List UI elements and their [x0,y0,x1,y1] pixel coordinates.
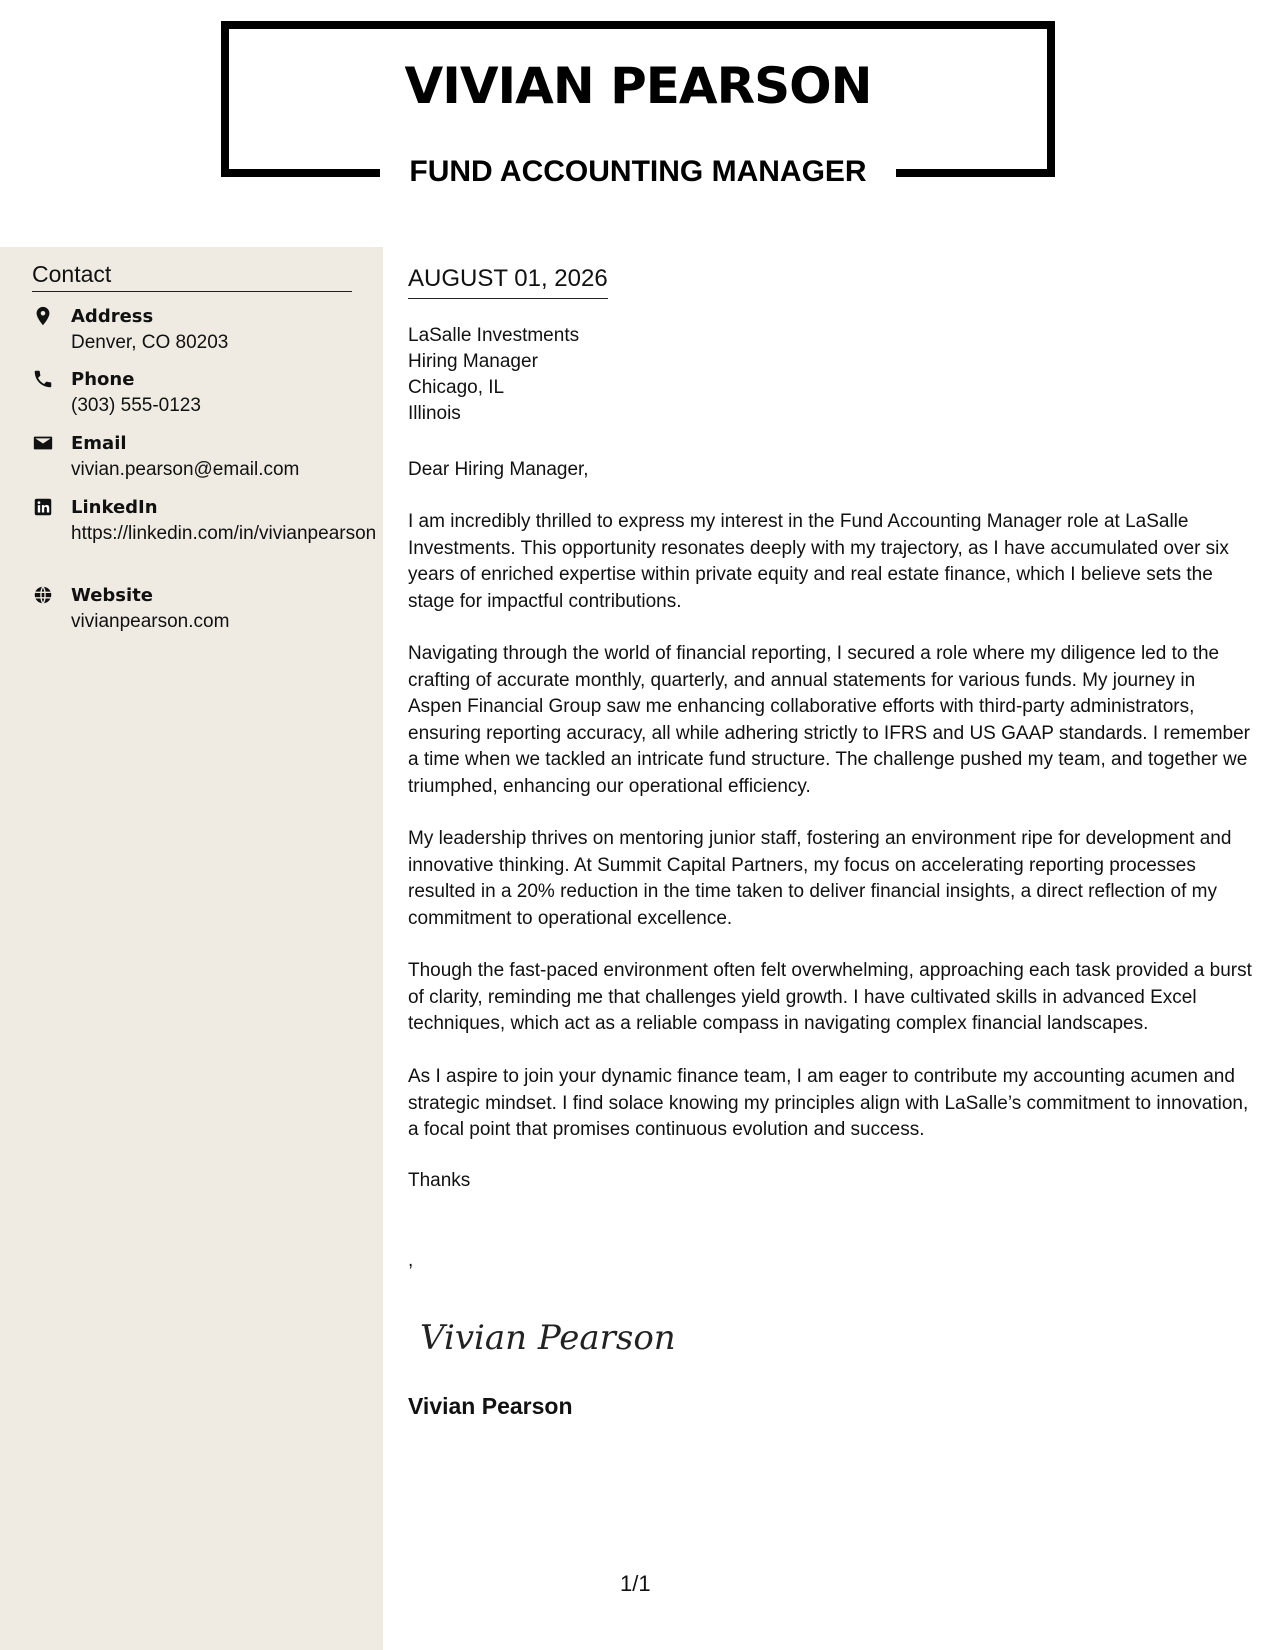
address-value: Denver, CO 80203 [71,332,229,353]
job-title: FUND ACCOUNTING MANAGER [409,155,867,188]
signer-name: Vivian Pearson [408,1393,573,1419]
letter-date: AUGUST 01, 2026 [408,266,608,299]
linkedin-value[interactable]: https://linkedin.com/in/vivianpearson [71,523,377,544]
website-label: Website [71,585,154,606]
contact-heading: Contact [32,262,352,292]
body-paragraph: I am incredibly thrilled to express my interest in the Fund Accounting Manager role at LaSalle Investments. This opportunity resonates deeply with my trajectory, as I have accumulated over six years of enriched expertise within private equity and real estate finance, which I believe sets the stage for impactful contributions. [408,511,1229,612]
phone-icon [32,368,54,390]
body-paragraph: As I aspire to join your dynamic finance team, I am eager to contribute my accounting acumen and strategic mindset. I find solace knowing my principles align with LaSalle’s commitment to innovation, a focal point that promises continuous evolution and success. [408,1066,1249,1140]
closing-comma: , [408,1250,414,1271]
phone-label: Phone [71,369,135,390]
header-frame [221,21,1055,188]
phone-value: (303) 555-0123 [71,395,201,416]
applicant-name: VIVIAN PEARSON [404,57,872,115]
body-paragraph: My leadership thrives on mentoring junior staff, fostering an environment ripe for development and innovative thinking. At Summit Capital Partners, my focus on accelerating reporting processes resulted in a 20% reduction in the time taken to deliver financial insights, a direct reflection of my commitment to operational excellence. [408,828,1232,929]
envelope-icon [32,432,54,454]
signature-image [418,1305,678,1365]
address-label: Address [71,306,154,327]
salutation: Dear Hiring Manager, [408,459,589,480]
recipient-state: Illinois [408,403,461,424]
recipient-company: LaSalle Investments [408,325,580,346]
body-paragraph: Though the fast-paced environment often felt overwhelming, approaching each task provided a burst of clarity, reminding me that challenges yield growth. I have cultivated skills in advanced Excel techniques, which act as a reliable compass in navigating complex financial landscapes. [408,960,1252,1034]
map-pin-icon [32,305,54,327]
recipient-role: Hiring Manager [408,351,538,372]
closing: Thanks [408,1170,471,1191]
email-value: vivian.pearson@email.com [71,459,300,480]
frame-top-border [221,21,1055,29]
recipient-city: Chicago, IL [408,377,505,398]
linkedin-label: LinkedIn [71,497,158,518]
signature-text: Vivian Pearson [420,1318,676,1358]
email-label: Email [71,433,127,454]
body-paragraph: Navigating through the world of financial reporting, I secured a role where my diligence led to the crafting of accurate monthly, quarterly, and annual statements for various funds. My journey in Aspen Financial Group saw me enhancing collaborative efforts with third-party administrators, ensuring reporting accuracy, all while adhering strictly to IFRS and US GAAP standards. I remember a time when we tackled an intricate fund structure. The challenge pushed my team, and together we triumphed, enhancing our operational efficiency. [408,643,1251,797]
globe-icon [32,584,54,606]
website-value[interactable]: vivianpearson.com [71,611,230,632]
page-number: 1/1 [620,1571,651,1596]
recipient-block [408,323,579,427]
linkedin-icon [32,496,54,518]
